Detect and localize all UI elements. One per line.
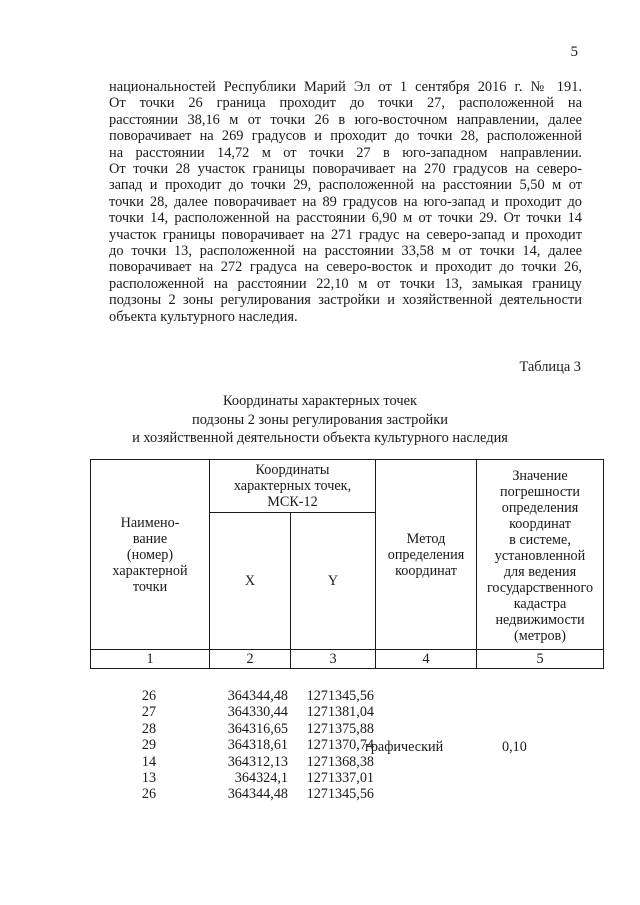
header-accuracy xyxy=(477,460,604,650)
header-line: недвижимости xyxy=(495,611,585,628)
table-row xyxy=(90,770,374,786)
table-row xyxy=(90,754,374,770)
column-number: 2 xyxy=(210,650,291,669)
coord-x: 364344,48 xyxy=(227,786,288,803)
column-number: 4 xyxy=(376,650,477,669)
column-number: 1 xyxy=(91,650,210,669)
coord-y: 1271337,01 xyxy=(306,769,374,786)
table-row xyxy=(90,688,374,704)
body-line: участок границы поворачивает на 271 градус на северо-запад и проходит xyxy=(109,226,582,243)
body-line: национальностей Республики Марий Эл от 1 сентября 2016 г. № 191. xyxy=(109,79,582,95)
body-paragraph xyxy=(109,79,582,325)
body-line: поворачивает на 269 градусов и проходит до точки 28, расположенной xyxy=(109,128,582,145)
header-line: определения xyxy=(387,546,465,563)
point-number: 27 xyxy=(141,704,157,721)
body-line: подзоны 2 зоны регулирования застройки и хозяйственной деятельности xyxy=(109,292,582,309)
coord-x: 364318,61 xyxy=(227,737,288,754)
header-coordinates xyxy=(210,460,376,513)
coord-y: 1271381,04 xyxy=(306,704,374,721)
coord-y: 1271368,38 xyxy=(306,753,374,770)
coord-x: 364312,13 xyxy=(227,753,288,770)
header-line: координат xyxy=(509,515,571,532)
header-line: вание xyxy=(132,530,168,547)
accuracy-value: 0,10 xyxy=(502,739,527,755)
page-number: 5 xyxy=(570,44,578,60)
column-number: 5 xyxy=(477,650,604,669)
header-line: характерной xyxy=(112,562,188,579)
coord-y: 1271345,56 xyxy=(306,786,374,803)
header-line: государственного xyxy=(486,579,594,596)
body-line: От точки 26 граница проходит до точки 27, расположенной на xyxy=(109,95,582,112)
header-x: X xyxy=(210,513,291,650)
method-value: графический xyxy=(365,739,444,755)
table-label: Таблица 3 xyxy=(519,359,581,375)
table-row xyxy=(90,786,374,802)
point-number: 14 xyxy=(141,753,157,770)
header-line: (метров) xyxy=(514,627,566,644)
coord-y: 1271375,88 xyxy=(306,720,374,737)
point-number: 26 xyxy=(141,688,157,704)
header-line: кадастра xyxy=(513,595,567,612)
header-line: Наимено- xyxy=(120,514,180,531)
caption-line: подзоны 2 зоны регулирования застройки xyxy=(192,411,448,428)
header-line: координат xyxy=(395,562,457,579)
header-line: Значение xyxy=(512,467,568,484)
coordinates-data xyxy=(90,688,374,803)
coord-x: 364324,1 xyxy=(234,769,288,786)
coord-y: 1271370,74 xyxy=(306,737,374,754)
point-number: 13 xyxy=(141,769,157,786)
header-line: (номер) xyxy=(126,546,174,563)
coord-y: 1271345,56 xyxy=(306,688,374,704)
body-line: запад и проходит до точки 29, расположенной на расстоянии 5,50 м от xyxy=(109,177,582,194)
caption-line: Координаты характерных точек xyxy=(223,393,417,409)
coord-x: 364344,48 xyxy=(227,688,288,704)
table-caption xyxy=(80,392,560,448)
header-line: МСК-12 xyxy=(267,494,318,510)
body-line: точки 14, расположенной на расстоянии 6,90 м от точки 29. От точки 14 xyxy=(109,210,582,227)
point-number: 26 xyxy=(141,786,157,803)
coord-x: 364330,44 xyxy=(227,704,288,721)
header-point-name xyxy=(91,460,210,650)
header-line: характерных точек, xyxy=(233,478,352,494)
body-line: расстоянии 38,16 м от точки 26 в юго-восточном направлении, далее xyxy=(109,111,582,128)
body-line: поворачивает на 272 градуса на северо-восток и проходит до точки 26, xyxy=(109,259,582,276)
header-line: определения xyxy=(501,499,579,516)
body-line: объекта культурного наследия. xyxy=(109,308,298,325)
header-line: Метод xyxy=(406,530,446,547)
point-number: 28 xyxy=(141,720,157,737)
table-row xyxy=(90,721,374,737)
coordinates-table xyxy=(90,459,604,669)
table-row xyxy=(90,737,374,753)
column-number: 3 xyxy=(291,650,376,669)
header-line: погрешности xyxy=(500,483,580,500)
body-line: От точки 28 участок границы поворачивает на 270 градусов на северо- xyxy=(109,161,582,178)
header-line: для ведения xyxy=(503,563,577,580)
coord-x: 364316,65 xyxy=(227,720,288,737)
body-line: до точки 13, расположенной на расстоянии 33,58 м от точки 14, далее xyxy=(109,243,582,260)
header-line: в системе, xyxy=(509,531,571,548)
point-number: 29 xyxy=(141,737,157,754)
body-line: расположенной на расстоянии 22,10 м от точки 13, замыкая границу xyxy=(109,275,582,292)
table-row xyxy=(90,704,374,720)
caption-line: и хозяйственной деятельности объекта культурного наследия xyxy=(132,430,508,446)
header-y: Y xyxy=(291,513,376,650)
header-line: Координаты xyxy=(255,462,330,478)
body-line: на расстоянии 14,72 м от точки 27 в юго-западном направлении. xyxy=(109,144,582,161)
header-method xyxy=(376,460,477,650)
header-line: установленной xyxy=(494,547,586,564)
body-line: точки 28, далее поворачивает на 89 градусов на юго-запад и проходит до xyxy=(109,193,582,210)
header-line: точки xyxy=(132,578,168,595)
